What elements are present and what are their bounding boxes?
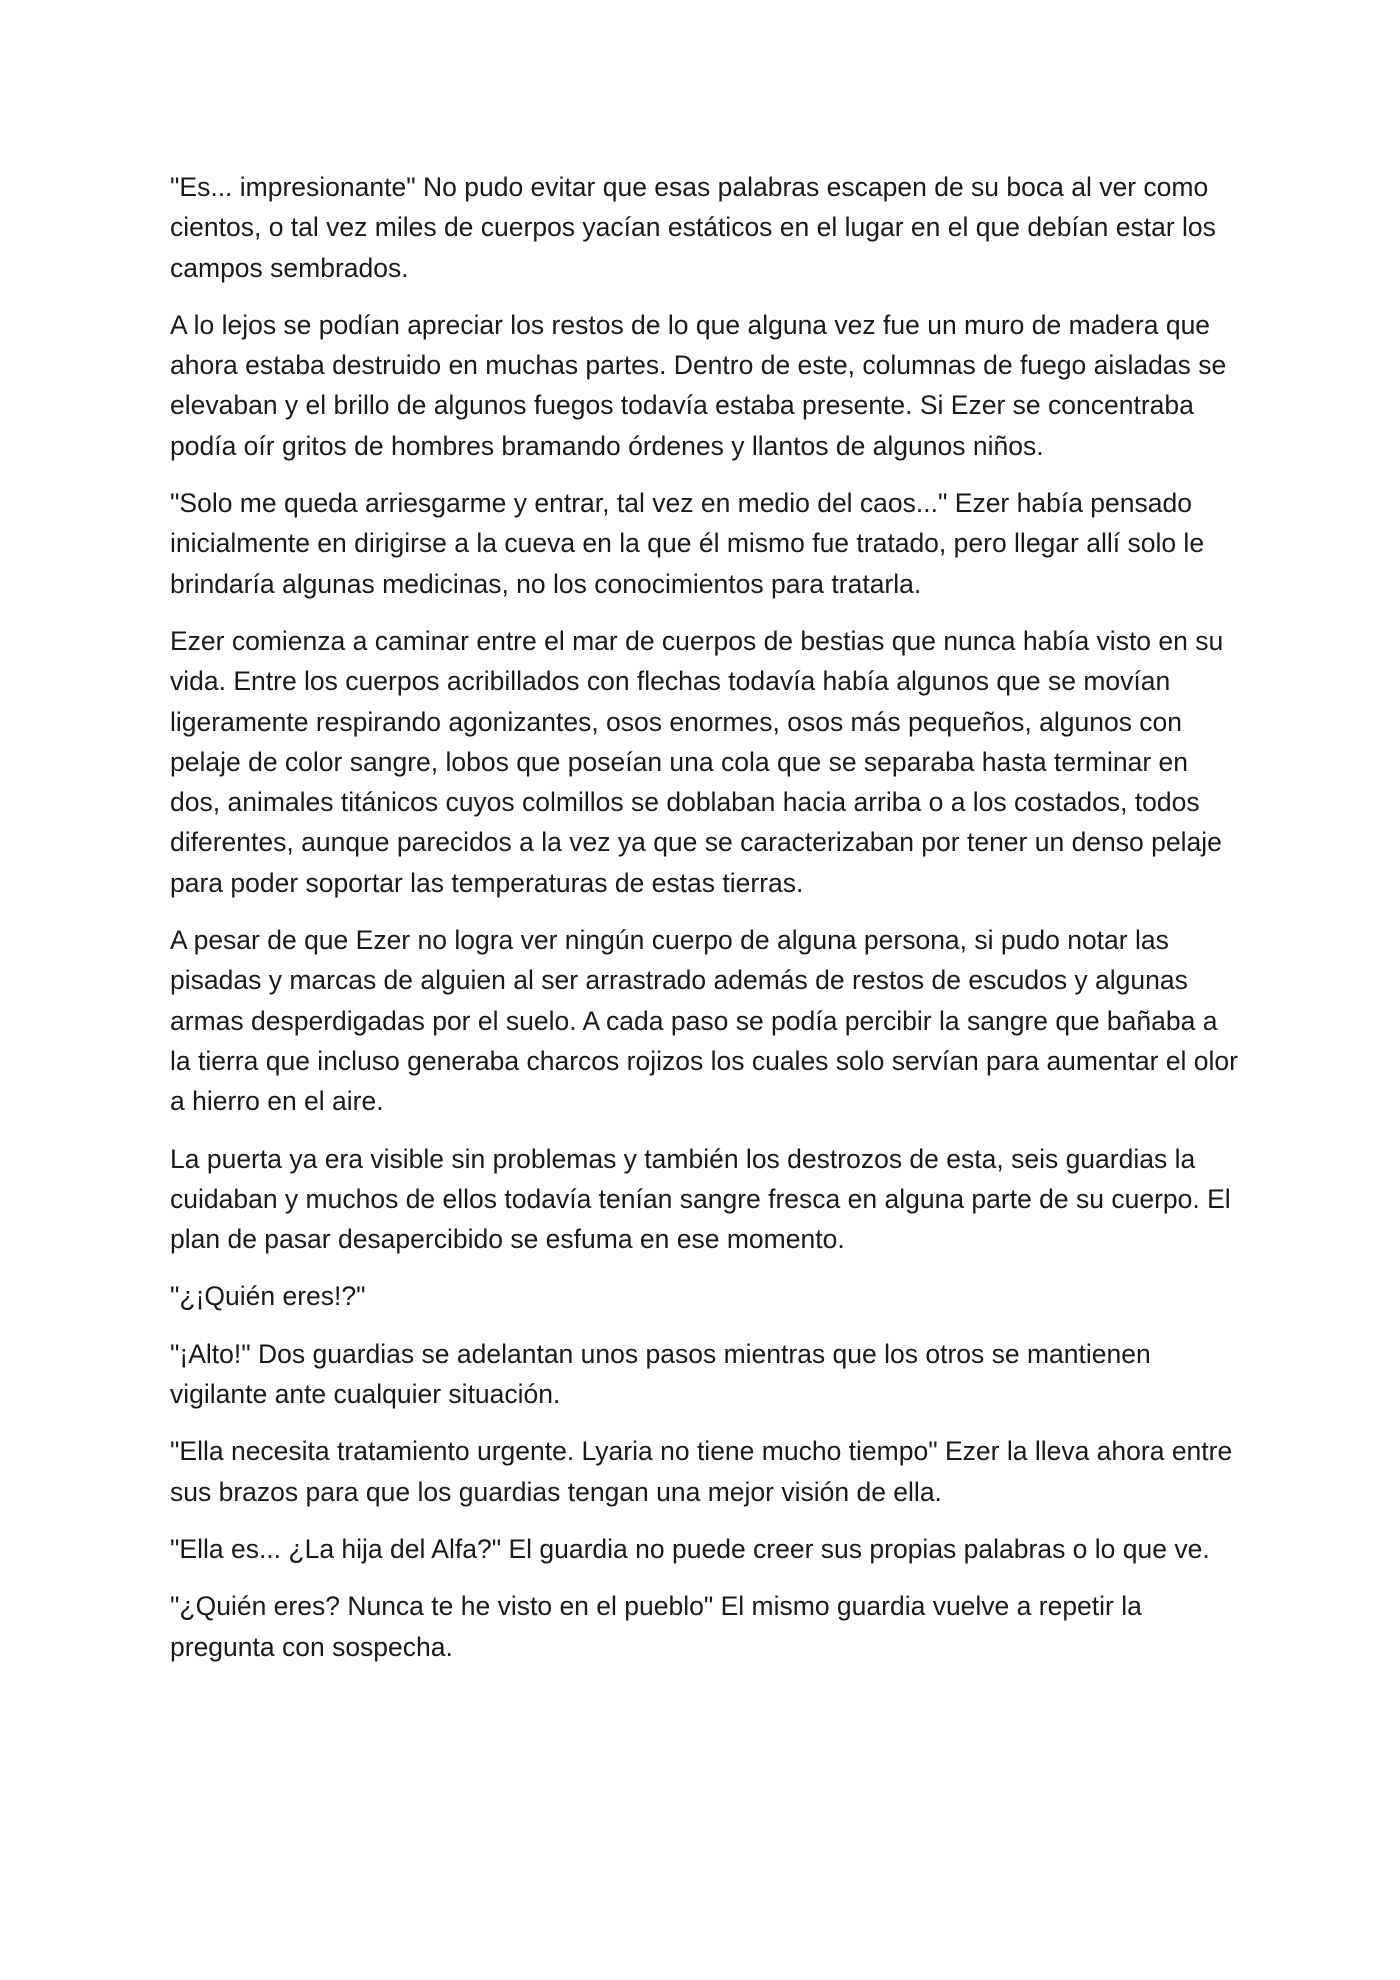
document-page — [170, 167, 1240, 1684]
paragraph: "Ella es... ¿La hija del Alfa?" El guardia no puede creer sus propias palabras o lo que ve. — [170, 1533, 1210, 1564]
paragraph: A pesar de que Ezer no logra ver ningún cuerpo de alguna persona, si pudo notar las pisadas y marcas de alguien al ser arrastrado además de restos de escudos y algunas armas desperdigadas por el suelo. A cada paso se podía percibir la sangre que bañaba a la tierra que incluso generaba charcos rojizos los cuales solo servían para aumentar el olor a hierro en el aire. — [170, 925, 1238, 1117]
dialogue-line: "¿¡Quién eres!?" — [170, 1281, 366, 1312]
paragraph: A lo lejos se podían apreciar los restos de lo que alguna vez fue un muro de madera que ahora estaba destruido en muchas partes. Dentro de este, columnas de fuego aisladas se elevaban y el brillo de algunos fuegos todavía estaba presente. Si Ezer se concentraba podía oír gritos de hombres bramando órdenes y llantos de algunos niños. — [170, 309, 1227, 461]
paragraph: La puerta ya era visible sin problemas y también los destrozos de esta, seis guardias la cuidaban y muchos de ellos todavía tenían sangre fresca en alguna parte de su cuerpo. El plan de pasar desapercibido se esfuma en ese momento. — [170, 1143, 1231, 1255]
paragraph: "Solo me queda arriesgarme y entrar, tal vez en medio del caos..." Ezer había pensado inicialmente en dirigirse a la cueva en la que él mismo fue tratado, pero llegar allí solo le brindaría algunas medicinas, no los conocimientos para tratarla. — [170, 488, 1205, 599]
paragraph: "¡Alto!" Dos guardias se adelantan unos pasos mientras que los otros se mantienen vigilante ante cualquier situación. — [170, 1338, 1151, 1410]
paragraph: "Es... impresionante" No pudo evitar que esas palabras escapen de su boca al ver como cientos, o tal vez miles de cuerpos yacían estáticos en el lugar en el que debían estar los campos sembrados. — [170, 172, 1216, 283]
paragraph: Ezer comienza a caminar entre el mar de cuerpos de bestias que nunca había visto en su vida. Entre los cuerpos acribillados con flechas todavía había algunos que se movían ligeramente respirando agonizantes, osos enormes, osos más pequeños, algunos con pelaje de color sangre, lobos que poseían una cola que se separaba hasta terminar en dos, animales titánicos cuyos colmillos se doblaban hacia arriba o a los costados, todos diferentes, aunque parecidos a la vez ya que se caracterizaban por tener un denso pelaje para poder soportar las temperaturas de estas tierras. — [170, 625, 1224, 898]
paragraph: "Ella necesita tratamiento urgente. Lyaria no tiene mucho tiempo" Ezer la lleva ahora entre sus brazos para que los guardias tengan una mejor visión de ella. — [170, 1436, 1233, 1507]
paragraph: "¿Quién eres? Nunca te he visto en el pueblo" El mismo guardia vuelve a repetir la pregunta con sospecha. — [170, 1591, 1142, 1662]
